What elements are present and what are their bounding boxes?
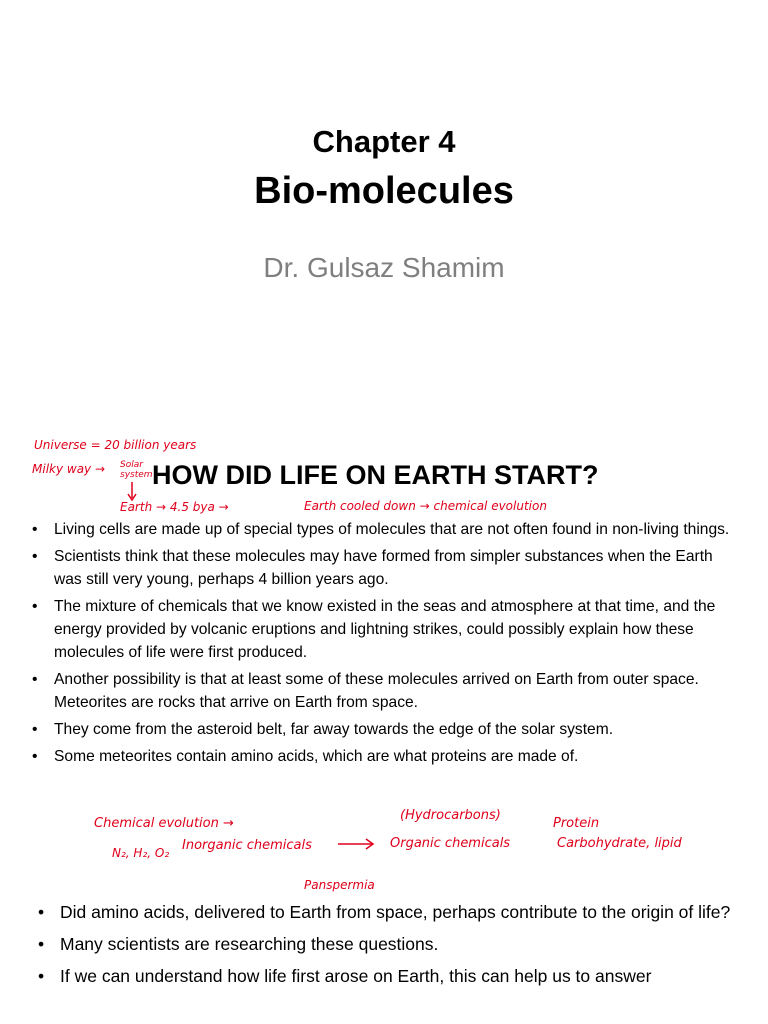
author-name: Dr. Gulsaz Shamim xyxy=(263,252,505,283)
annotation-gases: N₂, H₂, O₂ xyxy=(112,846,170,860)
annotation-hydrocarbons: (Hydrocarbons) xyxy=(400,808,501,823)
annotation-earth: Earth → 4.5 bya → xyxy=(120,500,229,514)
annotation-protein: Protein xyxy=(553,816,600,831)
annotation-carbohydrate: Carbohydrate, lipid xyxy=(557,836,682,851)
annotation-arrows xyxy=(0,384,768,1024)
bullet-text: Another possibility is that at least some of these molecules arrived on Earth from outer space. Meteorites are rocks that arrive on Earth from space. xyxy=(54,671,699,711)
annotation-organic: Organic chemicals xyxy=(390,836,511,851)
bullet-text: Did amino acids, delivered to Earth from space, perhaps contribute to the origin of life? xyxy=(60,902,731,922)
bullet-marker: • xyxy=(32,671,38,688)
bullet-marker: • xyxy=(38,934,45,954)
annotation-milky-way: Milky way → xyxy=(32,462,106,476)
annotation-universe: Universe = 20 billion years xyxy=(34,438,197,452)
bullet-marker: • xyxy=(38,902,45,922)
slide-heading: HOW DID LIFE ON EARTH START? xyxy=(152,460,599,490)
bullet-text: They come from the asteroid belt, far away towards the edge of the solar system. xyxy=(54,721,614,738)
bullet-marker: • xyxy=(32,548,38,565)
bullet-text: Some meteorites contain amino acids, which are what proteins are made of. xyxy=(54,748,579,765)
content-slide xyxy=(0,384,768,1024)
chapter-title: Chapter 4 xyxy=(312,124,456,159)
bullet-text: The mixture of chemicals that we know existed in the seas and atmosphere at that time, and the energy provided by volcanic eruptions and lightning strikes, could possibly explain how these molecules of life were first produced. xyxy=(54,598,716,661)
title-slide xyxy=(0,0,768,384)
bullet-text: If we can understand how life first arose on Earth, this can help us to answer xyxy=(60,966,652,986)
bullet-marker: • xyxy=(32,721,38,738)
annotation-inorganic: Inorganic chemicals xyxy=(182,838,312,853)
annotation-panspermia: Panspermia xyxy=(304,878,375,892)
annotation-earth-cooled: Earth cooled down → chemical evolution xyxy=(304,499,547,513)
annotation-chemical-evolution: Chemical evolution → xyxy=(94,816,234,831)
bullet-marker: • xyxy=(32,598,38,615)
bullet-marker: • xyxy=(38,966,45,986)
bullet-marker: • xyxy=(32,748,38,765)
annotation-solar-system: Solar system xyxy=(120,460,153,480)
bullet-text: Scientists think that these molecules may have formed from simpler substances when the Earth was still very young, perhaps 4 billion years ago. xyxy=(54,548,713,588)
bullet-text: Many scientists are researching these questions. xyxy=(60,934,439,954)
bullet-marker: • xyxy=(32,521,38,538)
bullet-text: Living cells are made up of special types of molecules that are not often found in non-living things. xyxy=(54,521,730,538)
slide-title: Bio-molecules xyxy=(254,170,514,212)
